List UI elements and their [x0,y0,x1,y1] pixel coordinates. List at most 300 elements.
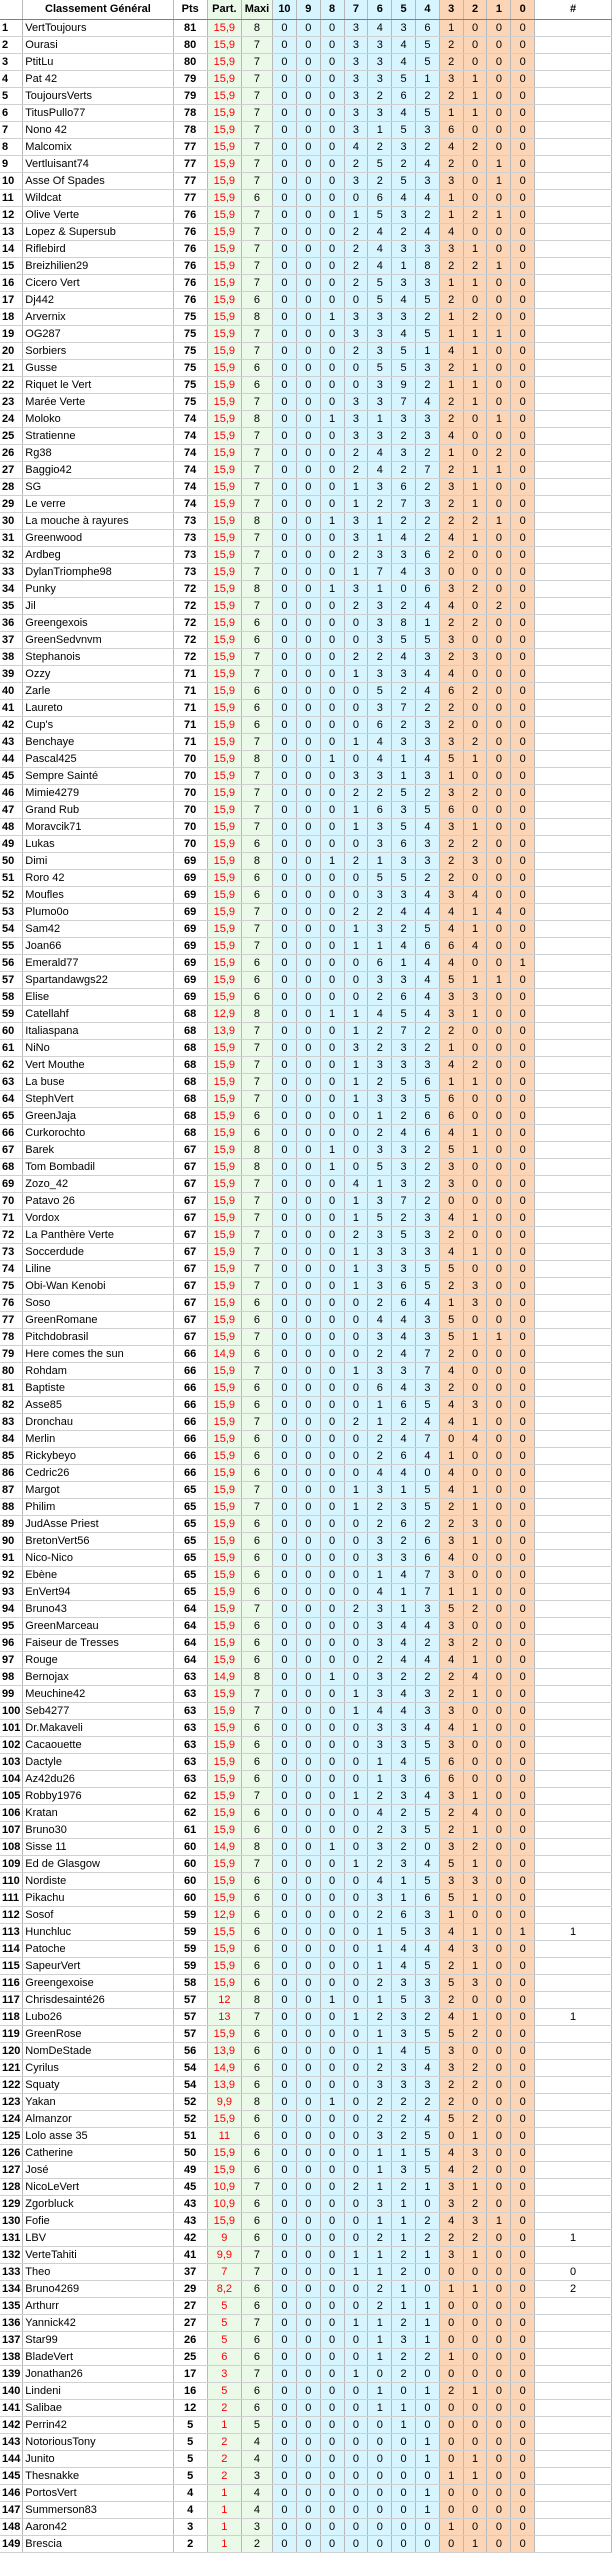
score-0-count: 0 [511,1720,535,1737]
score-1-count: 0 [487,1805,511,1822]
max-cell: 7 [241,734,272,751]
table-row [0,190,612,207]
hash-cell [535,1550,612,1567]
table-row [0,921,612,938]
score-4-count: 3 [416,2077,440,2094]
score-10-count: 0 [273,190,297,207]
participation-cell: 15,9 [207,479,241,496]
score-0-count: 0 [511,1669,535,1686]
max-cell: 7 [241,530,272,547]
score-7-count: 4 [344,1176,368,1193]
table-row [0,241,612,258]
score-4-count: 1 [416,2383,440,2400]
points-cell: 75 [173,326,207,343]
points-cell: 71 [173,666,207,683]
score-4-count: 0 [416,2366,440,2383]
score-6-count: 2 [368,1431,392,1448]
score-5-count: 2 [392,2349,416,2366]
table-row [0,1788,612,1805]
score-4-count: 0 [416,1465,440,1482]
rank-cell: 21 [0,360,23,377]
score-7-count: 3 [344,530,368,547]
rank-cell: 55 [0,938,23,955]
score-10-count: 0 [273,1499,297,1516]
points-cell: 66 [173,1431,207,1448]
max-cell: 3 [241,2468,272,2485]
score-1-count: 0 [487,2281,511,2298]
score-3-count: 0 [439,2434,463,2451]
score-10-count: 0 [273,547,297,564]
hash-cell [535,1295,612,1312]
max-cell: 6 [241,683,272,700]
score-8-count: 0 [320,632,344,649]
score-6-count: 2 [368,2281,392,2298]
rank-cell: 24 [0,411,23,428]
player-name: GreenRose [23,2026,173,2043]
score-8-count: 0 [320,241,344,258]
score-3-count: 4 [439,921,463,938]
score-3-count: 1 [439,309,463,326]
score-7-count: 1 [344,2264,368,2281]
hash-cell: 1 [535,1924,612,1941]
table-row [0,2026,612,2043]
max-cell: 7 [241,37,272,54]
score-0-count: 0 [511,2077,535,2094]
score-3-count: 1 [439,2349,463,2366]
hash-cell [535,1261,612,1278]
rank-cell: 105 [0,1788,23,1805]
score-4-count: 3 [416,1992,440,2009]
score-10-count: 0 [273,241,297,258]
score-0-count: 0 [511,2349,535,2366]
hash-cell [535,1754,612,1771]
points-cell: 50 [173,2145,207,2162]
score-4-count: 3 [416,1210,440,1227]
score-3-count: 2 [439,870,463,887]
score-7-count: 0 [344,360,368,377]
score-6-count: 4 [368,1465,392,1482]
score-2-count: 2 [463,2026,487,2043]
hash-cell [535,2417,612,2434]
score-5-count: 2 [392,513,416,530]
score-4-count: 3 [416,275,440,292]
score-6-header: 6 [368,0,392,20]
score-5-count: 4 [392,190,416,207]
score-3-count: 3 [439,632,463,649]
score-4-count: 6 [416,1125,440,1142]
table-row [0,615,612,632]
participation-cell: 15,9 [207,1754,241,1771]
score-8-count: 1 [320,581,344,598]
player-name: TitusPullo77 [23,105,173,122]
table-row [0,462,612,479]
score-8-count: 0 [320,1244,344,1261]
points-cell: 67 [173,1244,207,1261]
score-3-count: 1 [439,2281,463,2298]
hash-cell [535,1176,612,1193]
participation-cell: 15,9 [207,768,241,785]
score-4-count: 5 [416,326,440,343]
score-3-count: 2 [439,1499,463,1516]
hash-cell [535,2451,612,2468]
score-4-count: 2 [416,479,440,496]
score-7-count: 1 [344,1057,368,1074]
max-header: Maxi [241,0,272,20]
score-5-count: 4 [392,2043,416,2060]
score-4-count: 2 [416,1516,440,1533]
score-1-count: 0 [487,547,511,564]
score-6-count: 4 [368,241,392,258]
score-2-count: 0 [463,2094,487,2111]
participation-cell: 15,9 [207,938,241,955]
score-6-count: 0 [368,2468,392,2485]
hash-header: # [535,0,612,20]
rank-cell: 79 [0,1346,23,1363]
score-0-count: 0 [511,1703,535,1720]
player-name: BretonVert56 [23,1533,173,1550]
score-2-count: 1 [463,496,487,513]
player-name: GreenMarceau [23,1618,173,1635]
score-6-count: 1 [368,2026,392,2043]
score-2-count: 0 [463,2349,487,2366]
hash-cell [535,2332,612,2349]
score-8-count: 0 [320,173,344,190]
participation-cell: 15,9 [207,1295,241,1312]
score-10-count: 0 [273,1635,297,1652]
hash-cell [535,1227,612,1244]
score-3-count: 2 [439,547,463,564]
hash-cell [535,2383,612,2400]
participation-cell: 15,9 [207,632,241,649]
points-cell: 67 [173,1278,207,1295]
score-6-count: 3 [368,54,392,71]
score-9-count: 0 [296,2485,320,2502]
score-2-count: 3 [463,649,487,666]
score-1-count: 0 [487,887,511,904]
max-cell: 7 [241,1703,272,1720]
rank-cell: 9 [0,156,23,173]
score-4-count: 3 [416,1329,440,1346]
table-row [0,1414,612,1431]
participation-cell: 15,9 [207,819,241,836]
score-4-count: 2 [416,530,440,547]
score-2-count: 3 [463,1941,487,1958]
player-name: Seb4277 [23,1703,173,1720]
score-2-count: 0 [463,1346,487,1363]
score-8-count: 0 [320,2264,344,2281]
table-row [0,1924,612,1941]
score-6-count: 3 [368,921,392,938]
score-6-count: 1 [368,122,392,139]
score-0-count: 0 [511,1329,535,1346]
rank-cell: 15 [0,258,23,275]
score-10-count: 0 [273,2043,297,2060]
score-9-count: 0 [296,1669,320,1686]
score-7-count: 4 [344,139,368,156]
score-5-count: 3 [392,1550,416,1567]
score-10-count: 0 [273,1720,297,1737]
score-7-count: 0 [344,1295,368,1312]
score-0-count: 0 [511,938,535,955]
score-8-count: 0 [320,1040,344,1057]
rank-cell: 39 [0,666,23,683]
player-name: StephVert [23,1091,173,1108]
hash-cell [535,1703,612,1720]
table-row [0,989,612,1006]
score-3-count: 4 [439,1244,463,1261]
player-name: GreenJaja [23,1108,173,1125]
score-3-count: 0 [439,2264,463,2281]
player-name: Baggio42 [23,462,173,479]
score-8-count: 1 [320,1006,344,1023]
score-1-count: 0 [487,20,511,37]
table-row [0,1618,612,1635]
max-cell: 8 [241,581,272,598]
score-3-count: 1 [439,326,463,343]
player-name: Merlin [23,1431,173,1448]
hash-cell [535,513,612,530]
rank-cell: 13 [0,224,23,241]
score-1-count: 0 [487,530,511,547]
hash-cell [535,1448,612,1465]
player-name: DylanTriomphe98 [23,564,173,581]
score-8-count: 0 [320,870,344,887]
score-0-count: 0 [511,700,535,717]
hash-cell [535,632,612,649]
score-4-count: 4 [416,2111,440,2128]
score-10-count: 0 [273,1618,297,1635]
max-cell: 7 [241,394,272,411]
score-6-count: 3 [368,309,392,326]
score-9-count: 0 [296,734,320,751]
table-row [0,2417,612,2434]
rank-cell: 111 [0,1890,23,1907]
player-name: Bruno4269 [23,2281,173,2298]
participation-cell: 15,9 [207,1499,241,1516]
score-8-count: 0 [320,496,344,513]
score-8-count: 0 [320,1312,344,1329]
score-3-count: 5 [439,751,463,768]
score-1-count: 0 [487,802,511,819]
player-name: Riquet le Vert [23,377,173,394]
score-6-count: 5 [368,207,392,224]
table-row [0,904,612,921]
hash-cell [535,1856,612,1873]
hash-cell [535,190,612,207]
score-8-count: 1 [320,1839,344,1856]
score-0-count: 0 [511,1499,535,1516]
score-7-count: 0 [344,1720,368,1737]
score-5-count: 7 [392,1023,416,1040]
score-0-count: 0 [511,547,535,564]
table-row [0,37,612,54]
max-cell: 7 [241,445,272,462]
points-cell: 70 [173,751,207,768]
max-cell: 7 [241,802,272,819]
score-10-count: 0 [273,768,297,785]
score-10-count: 0 [273,1431,297,1448]
player-name: Moufles [23,887,173,904]
score-4-count: 2 [416,88,440,105]
player-name: La Panthère Verte [23,1227,173,1244]
score-6-count: 2 [368,1040,392,1057]
score-1-count: 0 [487,1210,511,1227]
score-3-count: 2 [439,1278,463,1295]
points-cell: 69 [173,972,207,989]
player-name: Spartandawgs22 [23,972,173,989]
points-cell: 78 [173,122,207,139]
table-row [0,1108,612,1125]
participation-cell: 15,9 [207,1635,241,1652]
rank-header [0,0,23,20]
points-cell: 4 [173,2502,207,2519]
participation-cell: 15,9 [207,1822,241,1839]
score-6-count: 4 [368,734,392,751]
hash-cell [535,683,612,700]
max-cell: 7 [241,1227,272,1244]
score-5-count: 3 [392,1856,416,1873]
score-5-count: 3 [392,1176,416,1193]
participation-cell: 15,9 [207,1533,241,1550]
rank-cell: 130 [0,2213,23,2230]
table-row [0,2536,612,2553]
hash-cell [535,2366,612,2383]
rank-cell: 87 [0,1482,23,1499]
max-cell: 7 [241,819,272,836]
player-name: Soso [23,1295,173,1312]
player-name: Zarle [23,683,173,700]
score-7-count: 0 [344,1448,368,1465]
score-7-count: 1 [344,1703,368,1720]
max-cell: 8 [241,751,272,768]
score-2-count: 1 [463,88,487,105]
score-7-count: 0 [344,1975,368,1992]
score-3-count: 5 [439,1142,463,1159]
score-4-count: 3 [416,649,440,666]
score-7-count: 3 [344,54,368,71]
score-1-count: 0 [487,1601,511,1618]
score-9-count: 0 [296,2145,320,2162]
player-name: Theo [23,2264,173,2281]
hash-cell [535,1091,612,1108]
rank-cell: 67 [0,1142,23,1159]
score-2-count: 0 [463,1363,487,1380]
score-2-count: 1 [463,2179,487,2196]
score-6-count: 3 [368,615,392,632]
score-8-count: 0 [320,2247,344,2264]
score-6-count: 0 [368,2502,392,2519]
rank-cell: 19 [0,326,23,343]
hash-cell [535,2128,612,2145]
score-5-count: 2 [392,224,416,241]
score-2-count: 0 [463,1992,487,2009]
score-5-count: 6 [392,836,416,853]
score-5-count: 1 [392,2400,416,2417]
participation-cell: 15,9 [207,105,241,122]
max-cell: 6 [241,1618,272,1635]
score-5-count: 3 [392,1040,416,1057]
rank-cell: 11 [0,190,23,207]
max-cell: 6 [241,2332,272,2349]
score-10-count: 0 [273,173,297,190]
score-5-count: 7 [392,394,416,411]
score-4-count: 0 [416,2264,440,2281]
score-7-count: 0 [344,717,368,734]
score-0-count: 0 [511,2230,535,2247]
max-cell: 6 [241,972,272,989]
score-9-count: 0 [296,513,320,530]
score-7-count: 2 [344,241,368,258]
score-6-count: 6 [368,802,392,819]
score-8-count: 0 [320,2451,344,2468]
score-8-count: 0 [320,649,344,666]
table-row [0,1295,612,1312]
points-cell: 16 [173,2383,207,2400]
points-cell: 67 [173,1142,207,1159]
score-6-count: 2 [368,1125,392,1142]
score-10-count: 0 [273,1482,297,1499]
score-3-count: 0 [439,2332,463,2349]
score-7-count: 1 [344,938,368,955]
score-4-count: 2 [416,2009,440,2026]
points-cell: 27 [173,2298,207,2315]
rank-cell: 113 [0,1924,23,1941]
max-cell: 7 [241,649,272,666]
score-10-count: 0 [273,122,297,139]
player-name: Punky [23,581,173,598]
points-cell: 73 [173,564,207,581]
score-4-count: 3 [416,428,440,445]
score-4-count: 3 [416,1686,440,1703]
rank-cell: 129 [0,2196,23,2213]
score-4-header: 4 [416,0,440,20]
score-3-count: 2 [439,292,463,309]
score-7-count: 1 [344,2009,368,2026]
score-2-count: 2 [463,1839,487,1856]
score-10-count: 0 [273,1941,297,1958]
participation-cell: 15,9 [207,1601,241,1618]
score-0-count: 0 [511,190,535,207]
score-1-count: 0 [487,955,511,972]
score-10-count: 0 [273,2485,297,2502]
score-10-count: 0 [273,326,297,343]
score-10-count: 0 [273,2298,297,2315]
score-9-count: 0 [296,2281,320,2298]
table-row [0,751,612,768]
max-cell: 6 [241,1771,272,1788]
table-row [0,309,612,326]
points-cell: 75 [173,309,207,326]
score-5-count: 4 [392,1958,416,1975]
score-7-count: 0 [344,1125,368,1142]
score-10-count: 0 [273,1125,297,1142]
score-7-count: 0 [344,1652,368,1669]
score-4-count: 1 [416,2332,440,2349]
score-1-count: 1 [487,462,511,479]
score-2-count: 1 [463,241,487,258]
score-5-count: 3 [392,2077,416,2094]
participation-cell: 9 [207,2230,241,2247]
score-1-count: 0 [487,1788,511,1805]
score-0-count: 0 [511,1380,535,1397]
score-9-count: 0 [296,632,320,649]
score-2-count: 0 [463,1618,487,1635]
player-name: Dimi [23,853,173,870]
rank-cell: 27 [0,462,23,479]
participation-cell: 15,9 [207,122,241,139]
hash-cell: 1 [535,2009,612,2026]
points-cell: 66 [173,1363,207,1380]
